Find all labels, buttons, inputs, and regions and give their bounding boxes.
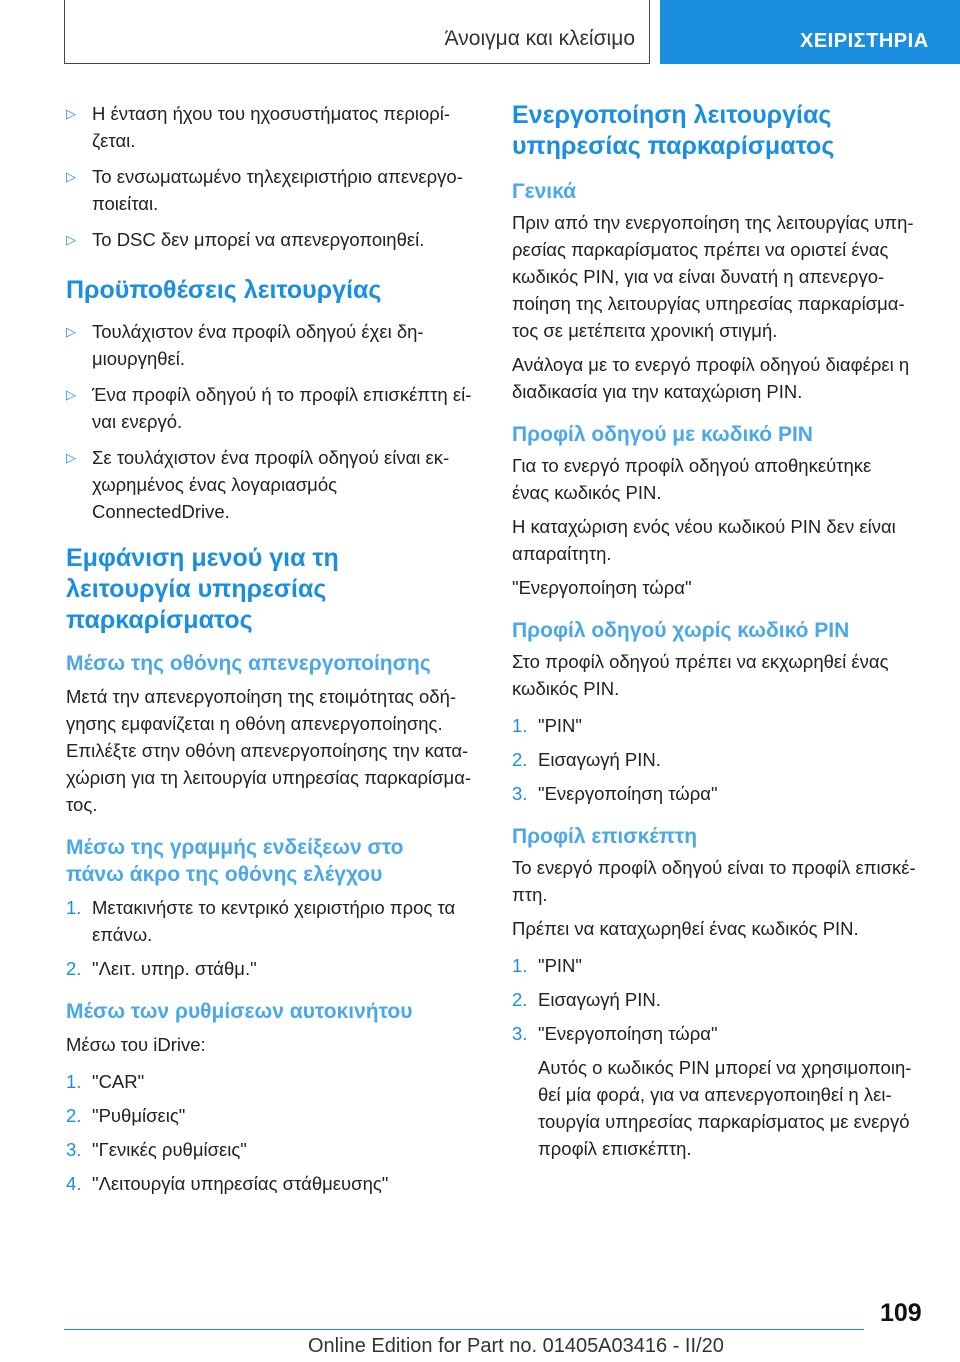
step-number: 2. (66, 958, 82, 979)
step-text: "Λειτ. υπηρ. στάθμ." (92, 958, 257, 979)
step-text: Εισαγωγή PIN. (538, 749, 661, 770)
left-column (66, 100, 478, 1204)
bullet-text: Τουλάχιστον ένα προφίλ οδηγού έχει δη- μιουργηθεί. (92, 321, 424, 369)
heading-profile-without-pin: Προφίλ οδηγού χωρίς κωδικό PIN (512, 619, 850, 642)
paragraph: Μετά την απενεργοποίηση της ετοιμότητας οδή- γησης εμφανίζεται η οθόνη απενεργοποίησης. Επιλέξτε στην οθόνη απενεργοποίησης την κατα- χώριση για τη λειτουργία υπηρεσίας παρκαρίσμα- τος. (66, 686, 472, 815)
heading-guest-profile: Προφίλ επισκέπτη (512, 825, 698, 848)
bullet-text: Ένα προφίλ οδηγού ή το προφίλ επισκέπτη εί- ναι ενεργό. (92, 384, 472, 432)
bullet-text: Η ένταση ήχου του ηχοσυστήματος περιορί- ζεται. (92, 103, 451, 151)
bullet-triangle-icon: ▷ (66, 450, 76, 465)
step-number: 2. (66, 1105, 82, 1126)
bullet-item (66, 381, 478, 435)
paragraph: Ανάλογα με το ενεργό προφίλ οδηγού διαφέρει η διαδικασία για την καταχώριση PIN. (512, 354, 910, 402)
header-section-title: Άνοιγμα και κλείσιμο (444, 27, 635, 50)
paragraph: Το ενεργό προφίλ οδηγού είναι το προφίλ επισκέ- πτη. (512, 857, 916, 905)
step-item (512, 952, 928, 979)
heading-prerequisites: Προϋποθέσεις λειτουργίας (66, 276, 382, 304)
footer-rule (64, 1329, 864, 1330)
paragraph: Μέσω του iDrive: (66, 1034, 206, 1055)
heading-general: Γενικά (512, 180, 577, 203)
paragraph: Στο προφίλ οδηγού πρέπει να εκχωρηθεί ένας κωδικός PIN. (512, 651, 889, 699)
step-number: 3. (66, 1139, 82, 1160)
step-item (66, 1136, 478, 1163)
paragraph: Για το ενεργό προφίλ οδηγού αποθηκεύτηκε ένας κωδικός PIN. (512, 455, 872, 503)
step-item (66, 894, 478, 948)
step-note: Αυτός ο κωδικός PIN μπορεί να χρησιμοποιη- θεί μία φορά, για να απενεργοποιηθεί η λει- τουργία υπηρεσίας παρκαρίσματος με ενεργό προφίλ επισκέπτη. (538, 1057, 912, 1159)
footer-edition: Online Edition for Part no. 01405A03416 - II/20 (308, 1335, 724, 1357)
bullet-item (66, 100, 478, 154)
page-number: 109 (880, 1299, 922, 1327)
bullet-triangle-icon: ▷ (66, 324, 76, 339)
bullet-triangle-icon: ▷ (66, 387, 76, 402)
bullet-item (66, 318, 478, 372)
bullet-item (66, 163, 478, 217)
bullet-triangle-icon: ▷ (66, 106, 76, 121)
bullet-triangle-icon: ▷ (66, 169, 76, 184)
heading-via-vehicle-settings: Μέσω των ρυθμίσεων αυτοκινήτου (66, 1000, 413, 1023)
paragraph: Η καταχώριση ενός νέου κωδικού PIN δεν είναι απαραίτητη. (512, 516, 896, 564)
heading-show-menu: Εμφάνιση μενού για τη λειτουργία υπηρεσίας παρκαρίσματος (66, 544, 339, 634)
right-column (512, 100, 928, 1169)
step-number: 1. (512, 955, 528, 976)
bullet-item (66, 226, 478, 253)
step-item (512, 712, 928, 739)
paragraph: Πριν από την ενεργοποίηση της λειτουργίας υπη- ρεσίας παρκαρίσματος πρέπει να οριστεί ένας κωδικός PIN, για να είναι δυνατή η απενεργο- ποίηση της λειτουργίας υπηρεσίας παρκαρίσμα- τος σε μετέπειτα χρονική στιγμή. (512, 212, 914, 341)
bullet-text: Το ενσωματωμένο τηλεχειριστήριο απενεργο- ποιείται. (92, 166, 463, 214)
bullet-triangle-icon: ▷ (66, 232, 76, 247)
step-item (66, 955, 478, 982)
paragraph: "Ενεργοποίηση τώρα" (512, 577, 692, 598)
header-chapter-tab (660, 0, 960, 64)
step-item (66, 1102, 478, 1129)
step-text: Μετακινήστε το κεντρικό χειριστήριο προς τα επάνω. (92, 897, 456, 945)
step-number: 4. (66, 1173, 82, 1194)
step-text: Εισαγωγή PIN. (538, 989, 661, 1010)
step-item (66, 1068, 478, 1095)
step-text: "PIN" (538, 955, 582, 976)
heading-activate-parking-service: Ενεργοποίηση λειτουργίας υπηρεσίας παρκαρίσματος (512, 101, 835, 160)
heading-via-deactivation-screen: Μέσω της οθόνης απενεργοποίησης (66, 652, 431, 675)
step-number: 1. (512, 715, 528, 736)
heading-profile-with-pin: Προφίλ οδηγού με κωδικό PIN (512, 423, 813, 446)
step-number: 2. (512, 749, 528, 770)
bullet-text: Το DSC δεν μπορεί να απενεργοποιηθεί. (92, 229, 425, 250)
step-number: 3. (512, 1023, 528, 1044)
step-number: 1. (66, 1071, 82, 1092)
bullet-text: Σε τουλάχιστον ένα προφίλ οδηγού είναι εκ- χωρημένος ένας λογαριασμός ConnectedDrive. (92, 447, 450, 522)
step-text: "Ενεργοποίηση τώρα" (538, 783, 718, 804)
step-text: "Λειτουργία υπηρεσίας στάθμευσης" (92, 1173, 389, 1194)
step-text: "Ρυθμίσεις" (92, 1105, 186, 1126)
step-item (512, 746, 928, 773)
step-number: 2. (512, 989, 528, 1010)
heading-via-status-bar: Μέσω της γραμμής ενδείξεων στο πάνω άκρο της οθόνης ελέγχου (66, 836, 404, 886)
step-text: "CAR" (92, 1071, 145, 1092)
header-chapter-label: ΧΕΙΡΙΣΤΗΡΙΑ (800, 30, 929, 52)
paragraph: Πρέπει να καταχωρηθεί ένας κωδικός PIN. (512, 918, 859, 939)
step-text: "PIN" (538, 715, 582, 736)
step-text: "Γενικές ρυθμίσεις" (92, 1139, 247, 1160)
step-item (512, 1020, 928, 1047)
step-item (512, 986, 928, 1013)
step-item (512, 780, 928, 807)
bullet-item (66, 444, 478, 525)
step-number: 1. (66, 897, 82, 918)
step-item (66, 1170, 478, 1197)
step-number: 3. (512, 783, 528, 804)
step-text: "Ενεργοποίηση τώρα" (538, 1023, 718, 1044)
header-section-box (64, 0, 650, 64)
